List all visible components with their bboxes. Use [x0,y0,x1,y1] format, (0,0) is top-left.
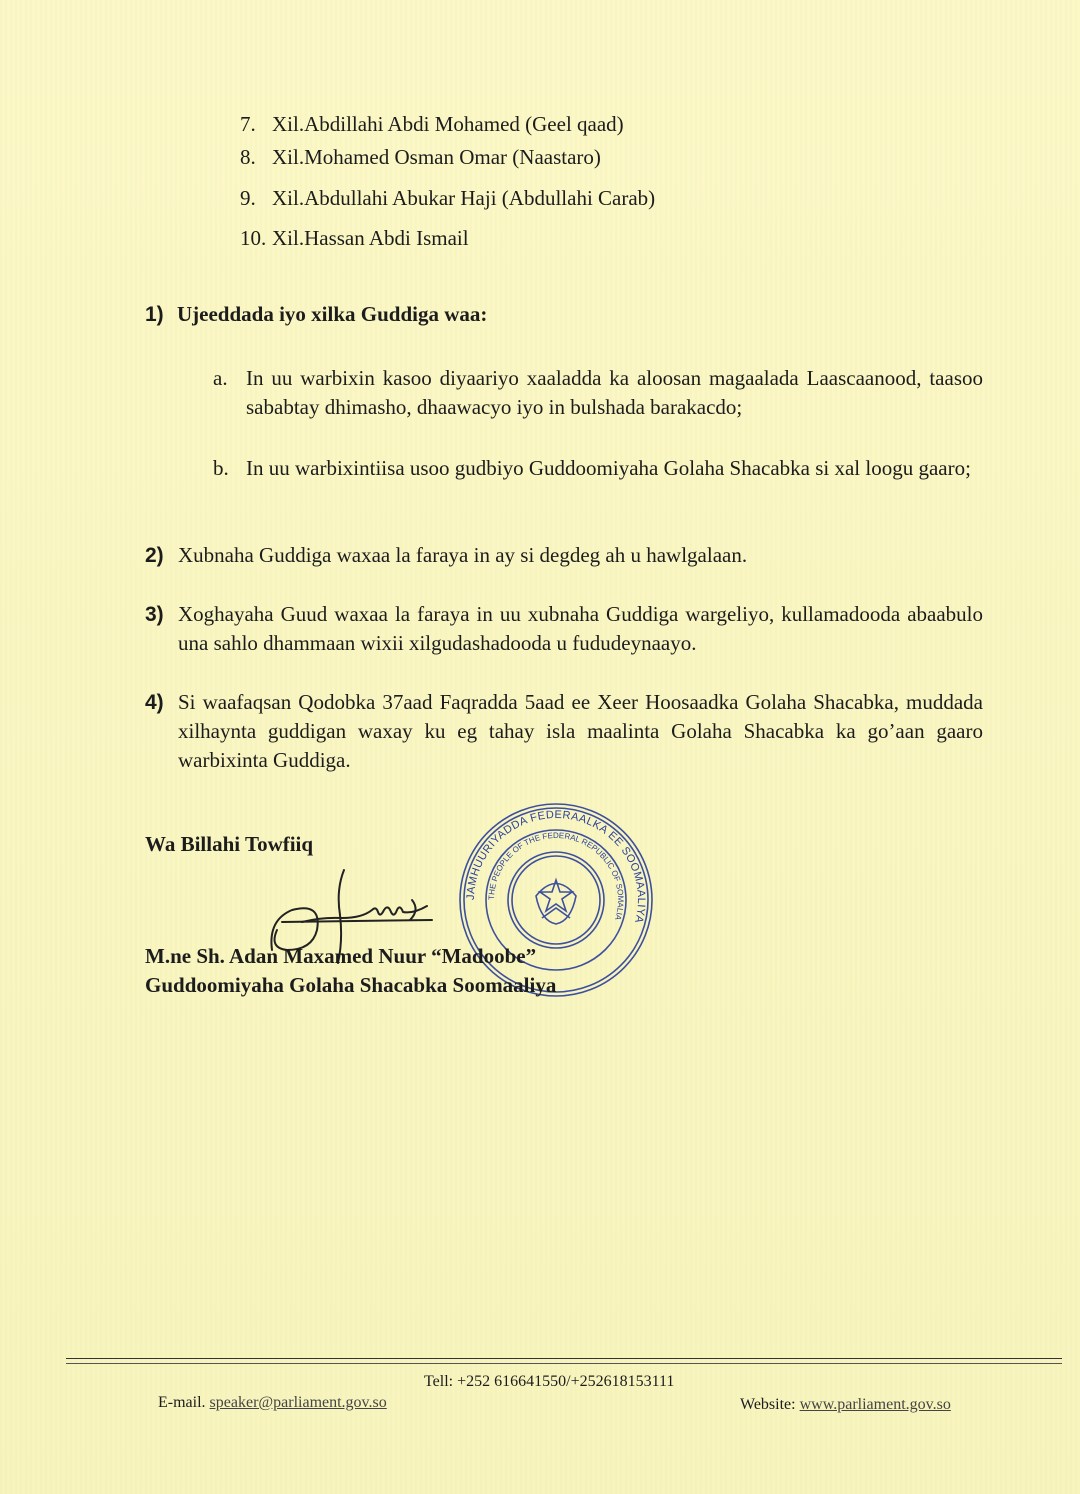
email-link[interactable]: speaker@parliament.gov.so [209,1394,387,1411]
footer-email: E-mail. speaker@parliament.gov.so [158,1394,387,1411]
seal-inner-text: THE PEOPLE OF THE FEDERAL REPUBLIC OF SOMALIA [486,830,626,922]
member-item: 7. Xil.Abdillahi Abdi Mohamed (Geel qaad) [240,112,624,136]
footer-divider [66,1363,1062,1364]
member-item: 10. Xil.Hassan Abdi Ismail [240,226,469,250]
seal-outer-text: JAMHUURIYADDA FEDERAALKA EE SOOMAALIYA [464,808,648,925]
signatory-title: Guddoomiyaha Golaha Shacabka Soomaaliya [145,973,557,997]
official-seal-icon [456,800,656,1000]
footer-website: Website: www.parliament.gov.so [740,1396,951,1413]
website-link[interactable]: www.parliament.gov.so [799,1396,951,1413]
section-4-paragraph: 4) Si waafaqsan Qodobka 37aad Faqradda 5aad ee Xeer Hoosaadka Golaha Shacabka, muddada xilhaynta guddigan waxay ku eg tahay isla maalinta Golaha Shacabka ka go’aan gaaro warbixinta Guddiga. [145,690,983,772]
closing-phrase: Wa Billahi Towfiiq [145,832,314,856]
section-1-item-a: a. In uu warbixin kasoo diyaariyo xaaladda ka aloosan magaalada Laascaanood, taasoo sababtay dhimasho, dhaawacyo iyo in bulshada barakacdo; [213,366,983,419]
footer-telephone: Tell: +252 616641550/+252618153111 [424,1373,675,1390]
section-1-heading: 1) Ujeeddada iyo xilka Guddiga waa: [145,302,488,326]
member-item: 9. Xil.Abdullahi Abukar Haji (Abdullahi Carab) [240,186,656,210]
member-item: 8. Xil.Mohamed Osman Omar (Naastaro) [240,145,601,169]
section-2-paragraph: 2) Xubnaha Guddiga waxaa la faraya in ay si degdeg ah u hawlgalaan. [145,543,748,567]
section-3-paragraph: 3) Xoghayaha Guud waxaa la faraya in uu xubnaha Guddiga wargeliyo, kullamadooda abaabulo una sahlo dhammaan wixii xilgudashadooda u fududeynaayo. [145,602,983,655]
section-1-item-b: b. In uu warbixintiisa usoo gudbiyo Guddoomiyaha Golaha Shacabka si xal loogu gaaro; [213,456,971,480]
signatory-name: M.ne Sh. Adan Maxamed Nuur “Madoobe” [145,944,537,968]
footer-divider [66,1358,1062,1359]
